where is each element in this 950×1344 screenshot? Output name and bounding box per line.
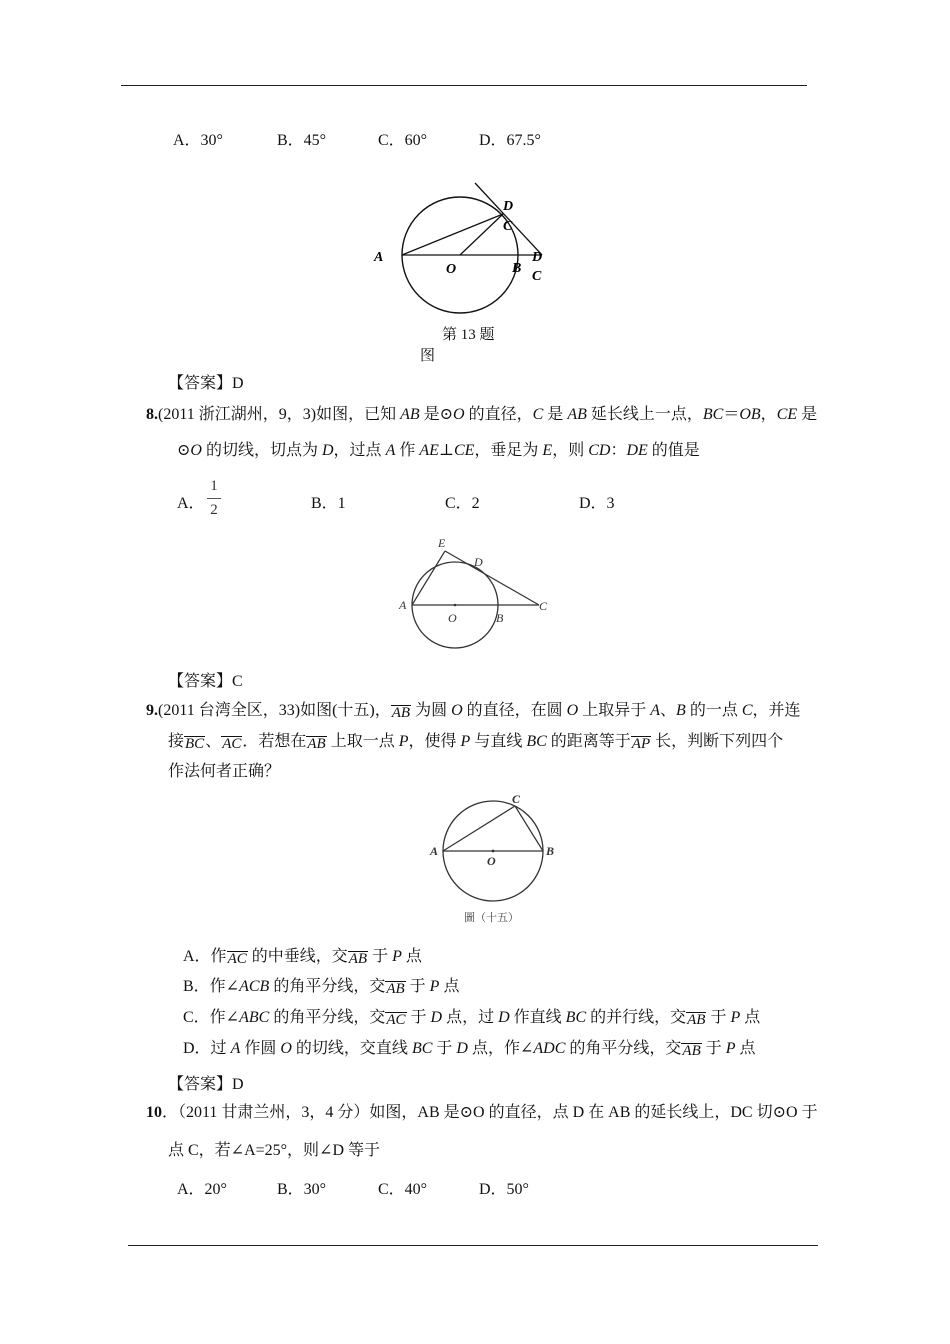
q13-chord-ad <box>402 214 503 255</box>
q9-var: ACB <box>239 978 270 995</box>
q8-line2 <box>177 441 700 461</box>
q8-option-b: B．1 <box>311 495 346 512</box>
q9-var: P <box>398 733 409 750</box>
q9-text: 、 <box>205 733 222 750</box>
q9-var: BC <box>565 1009 587 1026</box>
q9-text: 点 <box>735 1040 756 1057</box>
q9-overline-segment: BC <box>185 736 205 752</box>
q8-var: OB <box>739 406 761 423</box>
q8-var: O <box>190 442 202 459</box>
q13-option-d: D．67.5° <box>479 132 541 149</box>
q10-option-c: C．40° <box>378 1181 428 1198</box>
q13-answer: 【答案】D <box>168 375 244 392</box>
q9-overline-segment: AC <box>227 951 247 967</box>
q9-overline-segment: AB <box>391 705 411 721</box>
q9-label-c: C <box>512 792 521 806</box>
q9-text: 、 <box>660 702 677 719</box>
q9-point-o <box>492 850 495 853</box>
q8-var: AB <box>567 406 587 423</box>
q9-var: O <box>280 1040 292 1057</box>
q9-text: 的距离等于 <box>546 733 631 750</box>
header-rule <box>121 85 807 86</box>
q10-line2: 点 C，若∠A=25°，则∠D 等于 <box>168 1142 381 1159</box>
q9-var: A <box>650 702 661 719</box>
q9-text: 与直线 <box>470 733 527 750</box>
q9-option-b <box>183 977 459 997</box>
q8-tangent-ce <box>445 551 539 605</box>
q8-label-c: C <box>539 599 548 613</box>
q13-caption-line2: 图 <box>420 348 436 364</box>
q8-text: ＝ <box>723 406 740 423</box>
q9-text: 上取异于 <box>578 702 651 719</box>
q9-text: 接 <box>168 733 185 750</box>
q9-text: 作直线 <box>509 1009 566 1026</box>
q13-label-o: O <box>446 262 457 277</box>
q9-overline-segment: AB <box>687 1012 706 1028</box>
q9-text: 长，判断下列四个 <box>651 733 784 750</box>
q8-var: CD <box>588 442 611 459</box>
q9-text: C．作∠ <box>183 1009 240 1026</box>
q9-text: 的中垂线，交 <box>247 948 348 965</box>
q9-text: 的角平分线，交 <box>565 1040 682 1057</box>
q9-var: D <box>430 1009 443 1026</box>
q9-text: 的角平分线，交 <box>269 1009 386 1026</box>
q13-option-c: C．60° <box>378 132 428 149</box>
q9-text: 上取一点 <box>326 733 399 750</box>
q9-text: 点，作∠ <box>467 1040 534 1057</box>
q9-overline-segment: AB <box>682 1043 701 1059</box>
q13-label-d1: D <box>503 199 514 214</box>
q9-text: ，并连 <box>752 702 801 719</box>
q8-text: 延长线上一点， <box>586 406 703 423</box>
q9-option-c <box>183 1008 760 1028</box>
q9-var: O <box>451 702 463 719</box>
q8-option-a: A． <box>177 495 205 512</box>
q8-var: BC <box>702 406 724 423</box>
q9-overline-segment: AP <box>631 736 651 752</box>
q9-line1 <box>146 701 801 721</box>
q9-text: 的并行线，交 <box>586 1009 687 1026</box>
q10-option-b: B．30° <box>277 1181 327 1198</box>
q8-var: A <box>385 442 396 459</box>
q13-label-b: B <box>512 261 522 276</box>
q9-text: ，使得 <box>408 733 461 750</box>
q8-fraction-numerator: 1 <box>210 478 218 494</box>
q10-option-d: D．50° <box>479 1181 529 1198</box>
q8-answer: 【答案】C <box>168 673 243 690</box>
q9-chord-bc <box>515 806 543 851</box>
q8-text: 的值是 <box>647 442 700 459</box>
q8-label-d: D <box>474 555 483 569</box>
q9-text: 于 <box>701 1040 726 1057</box>
q9-text: 点 <box>439 978 460 995</box>
q8-var: E <box>542 442 553 459</box>
q9-text: D．过 <box>183 1040 231 1057</box>
q9-answer: 【答案】D <box>168 1076 244 1093</box>
q8-figure <box>390 530 560 650</box>
q8-option-d: D．3 <box>579 495 615 512</box>
q8-text: 作 <box>395 442 420 459</box>
q9-text: 的切线，交直线 <box>291 1040 412 1057</box>
q13-option-a: A．30° <box>173 132 223 149</box>
q8-var: O <box>453 406 465 423</box>
q8-point-o <box>454 604 457 607</box>
q8-label-b: B <box>496 611 504 625</box>
q9-text: 的一点 <box>685 702 742 719</box>
q13-label-c1: C <box>503 219 513 234</box>
q9-var: P <box>725 1040 736 1057</box>
q9-label-o: O <box>487 854 496 868</box>
q8-text: 是 <box>797 406 818 423</box>
q8-var: D <box>321 442 334 459</box>
q9-chord-ac <box>443 806 515 851</box>
q9-label-b: B <box>546 844 555 858</box>
q9-line3: 作法何者正确？ <box>168 763 281 780</box>
q9-label-a: A <box>430 844 439 858</box>
q9-var: P <box>392 948 402 965</box>
q9-text: 于 <box>406 1009 431 1026</box>
q9-var: BC <box>526 733 547 750</box>
q13-option-b: B．45° <box>277 132 327 149</box>
q9-option-d <box>183 1039 756 1059</box>
q8-text: (2011 浙江湖州，9，3)如图，已知 <box>158 406 401 423</box>
q8-option-c: C．2 <box>445 495 480 512</box>
q9-overline-segment: AB <box>386 981 405 997</box>
q9-var: D <box>498 1009 510 1026</box>
q9-var: BC <box>411 1040 433 1057</box>
q9-var: P <box>429 978 440 995</box>
q9-var: C <box>741 702 753 719</box>
q8-text: ，过点 <box>333 442 386 459</box>
q9-text: B．作∠ <box>183 978 240 995</box>
q10-number: 10 <box>146 1104 162 1121</box>
q9-var: P <box>730 1009 741 1026</box>
q8-line1 <box>146 405 817 425</box>
footer-rule <box>128 1245 818 1246</box>
q8-var: DE <box>626 442 648 459</box>
q9-var: P <box>460 733 471 750</box>
q8-var: CE <box>776 406 798 423</box>
q9-var: B <box>676 702 686 719</box>
q8-text: 是⊙ <box>419 406 454 423</box>
q9-figure-caption: 圖（十五） <box>464 912 519 924</box>
q8-text: 是 <box>543 406 568 423</box>
q8-label-e: E <box>438 536 446 550</box>
q8-text: 的切线，切点为 <box>201 442 322 459</box>
q8-label-o: O <box>448 611 457 625</box>
q8-text: ， <box>760 406 777 423</box>
q10-line1 <box>146 1103 818 1123</box>
q8-var: AE <box>419 442 439 459</box>
q8-number: 8. <box>146 406 158 423</box>
q9-text: 点 <box>740 1009 761 1026</box>
q8-fraction-denominator: 2 <box>210 502 218 518</box>
q9-overline-segment: AC <box>386 1012 406 1028</box>
q8-perpendicular-ae <box>412 551 445 605</box>
q9-line2 <box>168 732 783 752</box>
q13-radius-oc <box>460 214 503 255</box>
q8-text: ： <box>610 442 627 459</box>
q13-caption-line1: 第 13 题 <box>442 327 495 343</box>
q9-figure <box>420 785 570 930</box>
q8-text: 的直径， <box>464 406 533 423</box>
q9-text: 于 <box>432 1040 457 1057</box>
q13-figure <box>360 175 570 325</box>
q9-overline-segment: AC <box>222 736 242 752</box>
q13-label-c2: C <box>532 269 542 284</box>
q9-text: 的直径，在圆 <box>462 702 567 719</box>
q9-number: 9. <box>146 702 158 719</box>
q9-var: O <box>566 702 579 719</box>
q13-label-d2: D <box>532 250 543 265</box>
q8-fraction-bar <box>207 498 221 499</box>
q9-text: ．若想在 <box>242 733 307 750</box>
q8-text: ，垂足为 <box>474 442 543 459</box>
q8-text: ⊥ <box>438 442 454 459</box>
q9-text: 于 <box>405 978 430 995</box>
q9-option-a <box>183 947 422 967</box>
q9-overline-segment: AB <box>307 736 326 752</box>
q8-text: ⊙ <box>177 442 191 459</box>
q9-var: ABC <box>239 1009 270 1026</box>
q8-var: AB <box>400 406 420 423</box>
q8-var: C <box>532 406 544 423</box>
q9-overline-segment: AB <box>348 951 368 967</box>
q9-text: 于 <box>706 1009 731 1026</box>
q10-text: ．（2011 甘肃兰州，3，4 分）如图，AB 是⊙O 的直径，点 D 在 AB 的延长线上，DC 切⊙O 于 <box>162 1104 818 1121</box>
q9-text: 的角平分线，交 <box>269 978 386 995</box>
q8-text: ，则 <box>552 442 589 459</box>
q9-var: ADC <box>533 1040 566 1057</box>
q9-text: 为圆 <box>411 702 452 719</box>
q9-var: A <box>230 1040 241 1057</box>
q8-label-a: A <box>399 598 407 612</box>
q10-option-a: A．20° <box>177 1181 227 1198</box>
q9-text: 点，过 <box>442 1009 499 1026</box>
q9-text: 于 <box>368 948 393 965</box>
q9-text: A．作 <box>183 948 227 965</box>
q9-var: D <box>456 1040 468 1057</box>
q9-text: 作圆 <box>240 1040 281 1057</box>
q9-text: 点 <box>401 948 422 965</box>
q13-label-a: A <box>374 250 384 265</box>
q8-var: CE <box>453 442 475 459</box>
q9-text: (2011 台湾全区，33)如图(十五)， <box>158 702 391 719</box>
